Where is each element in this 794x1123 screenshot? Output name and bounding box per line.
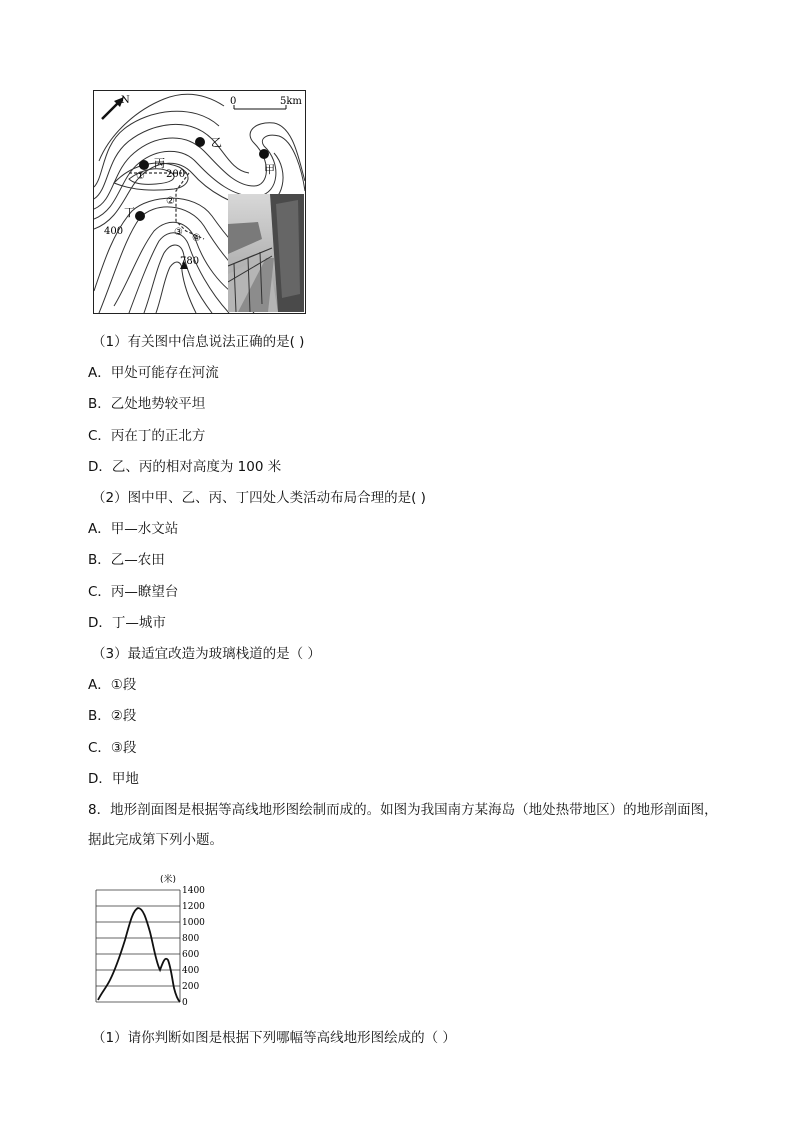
segment-2-label: ② xyxy=(166,196,175,207)
q3-option-b: B．②段 xyxy=(88,708,137,724)
point-ding-marker xyxy=(135,211,145,221)
segment-3-label: ③ xyxy=(174,227,183,238)
q8-sub1-stem: （1）请你判断如图是根据下列哪幅等高线地形图绘成的（ ） xyxy=(92,1030,456,1046)
scale-start-label: 0 xyxy=(230,96,237,107)
label-yi: 乙 xyxy=(211,136,222,149)
q3-option-c: C．③段 xyxy=(88,740,137,756)
label-ding: 丁 xyxy=(124,206,135,219)
point-jia-marker xyxy=(259,149,269,159)
label-jia: 甲 xyxy=(264,163,275,176)
label-bing: 丙 xyxy=(154,157,165,170)
q3-option-d: D．甲地 xyxy=(88,771,139,787)
tick-200: 200 xyxy=(182,982,200,992)
north-label: N xyxy=(121,95,130,106)
q1-option-a: A．甲处可能存在河流 xyxy=(88,365,219,381)
q3-option-a: A．①段 xyxy=(88,677,137,693)
peak-elevation-label: 780 xyxy=(180,256,200,267)
q1-option-d: D．乙、丙的相对高度为 100 米 xyxy=(88,459,282,475)
contour-400-label: 400 xyxy=(104,226,124,237)
point-bing-marker xyxy=(139,160,149,170)
point-yi-marker xyxy=(195,137,205,147)
tick-1000: 1000 xyxy=(182,918,205,928)
tick-0: 0 xyxy=(182,998,188,1008)
q1-option-b: B．乙处地势较平坦 xyxy=(88,396,206,412)
segment-4-label: ④ xyxy=(192,233,201,244)
q2-option-a: A．甲—水文站 xyxy=(88,521,179,537)
q8-intro: 8．地形剖面图是根据等高线地形图绘制而成的。如图为我国南方某海岛（地处热带地区）的地形剖面图，据此完成第下列小题。 xyxy=(88,802,718,848)
q2-option-b: B．乙—农田 xyxy=(88,552,165,568)
tick-400: 400 xyxy=(182,966,200,976)
q2-option-d: D．丁—城市 xyxy=(88,615,166,631)
tick-1200: 1200 xyxy=(182,902,205,912)
tick-800: 800 xyxy=(182,934,200,944)
q1-stem: （1）有关图中信息说法正确的是( ) xyxy=(92,334,305,350)
segment-1-label: ① xyxy=(136,171,145,182)
tick-600: 600 xyxy=(182,950,200,960)
glass-walkway-photo xyxy=(228,194,304,312)
scale-end-label: 5km xyxy=(280,96,302,107)
q2-option-c: C．丙—瞭望台 xyxy=(88,584,179,600)
terrain-profile-figure xyxy=(92,870,217,1015)
tick-1400: 1400 xyxy=(182,886,205,896)
q3-stem: （3）最适宜改造为玻璃栈道的是（ ） xyxy=(92,646,321,662)
q2-stem: （2）图中甲、乙、丙、丁四处人类活动布局合理的是( ) xyxy=(92,490,426,506)
contour-200-label: 200 xyxy=(166,169,186,180)
q1-option-c: C．丙在丁的正北方 xyxy=(88,428,206,444)
profile-unit-label: (米) xyxy=(160,875,177,885)
